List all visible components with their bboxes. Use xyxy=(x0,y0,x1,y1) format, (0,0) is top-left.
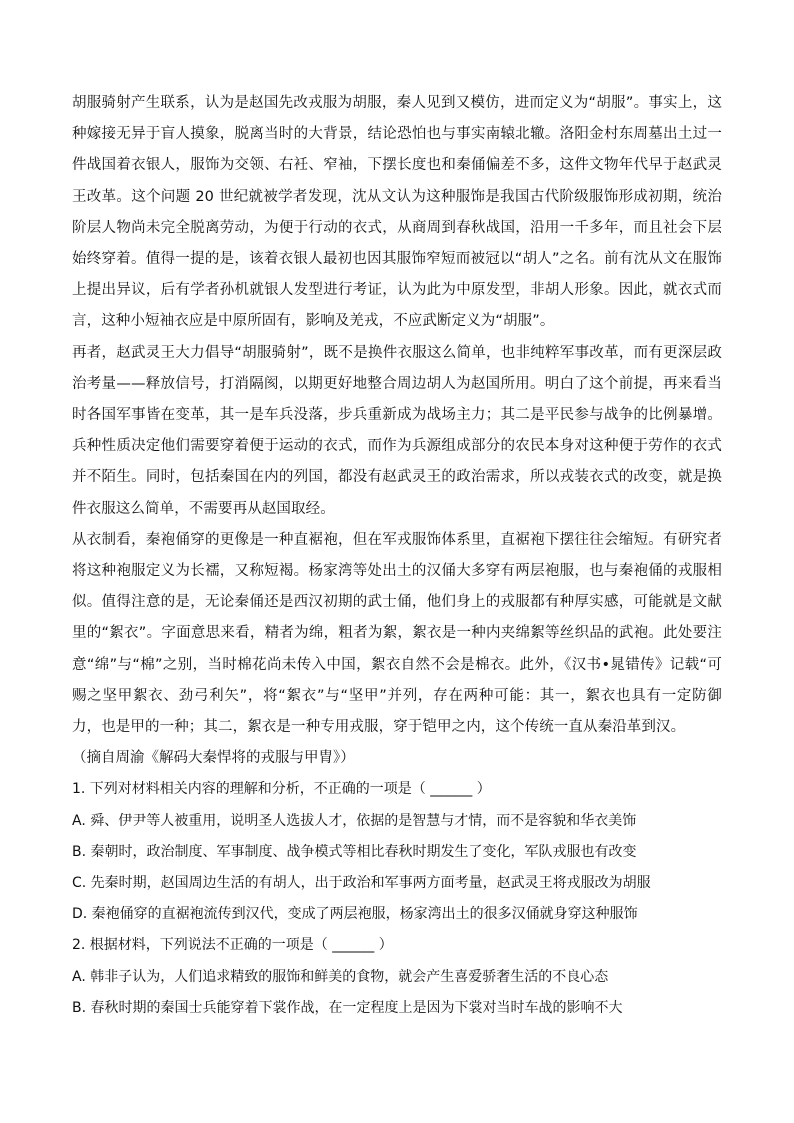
question-1-option-d: D. 秦袍俑穿的直裾袍流传到汉代，变成了两层袍服，杨家湾出土的很多汉俑就身穿这种服饰 xyxy=(72,906,638,923)
question-1-option-b: B. 秦朝时，政治制度、军事制度、战争模式等相比春秋时期发生了变化，军队戎服也有改变 xyxy=(72,843,637,860)
question-1-option-c: C. 先秦时期，赵国周边生活的有胡人，出于政治和军事两方面考量，赵武灵王将戎服改为胡服 xyxy=(72,875,651,892)
source-citation: （摘自周渝《解码大秦悍将的戎服与甲胄》） xyxy=(72,750,355,767)
paragraph-2: 再者，赵武灵王大力倡导“胡服骑射”，既不是换件衣服这么简单，也非纯粹军事改革，而有更深层政治考量——释放信号，打消隔阂，以期更好地整合周边胡人为赵国所用。明白了这个前提，再来看当时各国军事皆在变革，其一是车兵没落，步兵重新成为战场主力；其二是平民参与战争的比例暴增。兵种性质决定他们需要穿着便于运动的衣式，而作为兵源组成部分的农民本身对这种便于劳作的衣式并不陌生。同时，包括秦国在内的列国，都没有赵武灵王的政治需求，所以戎装衣式的改变，就是换件衣服这么简单，不需要再从赵国取经。 xyxy=(72,344,722,517)
question-2 xyxy=(72,930,722,1024)
paragraph-3: 从衣制看，秦袍俑穿的更像是一种直裾袍，但在军戎服饰体系里，直裾袍下摆往往会缩短。有研究者将这种袍服定义为长襦，又称短褐。杨家湾等处出土的汉俑大多穿有两层袍服，也与秦袍俑的戎服相似。值得注意的是，无论秦俑还是西汉初期的武士俑，他们身上的戎服都有种厚实感，可能就是文献里的“絮衣”。字面意思来看，精者为绵，粗者为絮，絮衣是一种内夹绵絮等丝织品的武袍。此处要注意“绵”与“棉”之别，当时棉花尚未传入中国，絮衣自然不会是棉衣。此外，《汉书•晁错传》记载“可赐之坚甲絮衣、劲弓利矢”，将“絮衣”与“坚甲”并列，存在两种可能：其一，絮衣也具有一定防御力，也是甲的一种；其二，絮衣是一种专用戎服，穿于铠甲之内，这个传统一直从秦沿革到汉。 xyxy=(72,531,722,736)
question-1-stem: 1. 下列对材料相关内容的理解和分析，不正确的一项是（ ______ ） xyxy=(72,781,491,798)
question-1 xyxy=(72,774,722,930)
document-body xyxy=(72,88,722,1024)
question-2-option-a: A. 韩非子认为，人们追求精致的服饰和鲜美的食物，就会产生喜爱骄奢生活的不良心态 xyxy=(72,968,609,985)
question-1-option-a: A. 舜、伊尹等人被重用，说明圣人选拔人才，依据的是智慧与才情，而不是容貌和华衣美饰 xyxy=(72,812,637,829)
question-2-option-b: B. 春秋时期的秦国士兵能穿着下裳作战，在一定程度上是因为下裳对当时车战的影响不大 xyxy=(72,999,623,1016)
question-2-stem: 2. 根据材料，下列说法不正确的一项是（ ______ ） xyxy=(72,937,393,954)
paragraph-1: 胡服骑射产生联系，认为是赵国先改戎服为胡服，秦人见到又模仿，进而定义为“胡服”。事实上，这种嫁接无异于盲人摸象，脱离当时的大背景，结论恐怕也与事实南辕北辙。洛阳金村东周墓出土过一件战国着衣银人，服饰为交领、右衽、窄袖，下摆长度也和秦俑偏差不多，这件文物年代早于赵武灵王改革。这个问题 20 世纪就被学者发现，沈从文认为这种服饰是我国古代阶级服饰形成初期，统治阶层人物尚未完全脱离劳动，为便于行动的衣式，从商周到春秋战国，沿用一千多年，而且社会下层始终穿着。值得一提的是，该着衣银人最初也因其服饰窄短而被冠以“胡人”之名。前有沈从文在服饰上提出异议，后有学者孙机就银人发型进行考证，认为此为中原发型，非胡人形象。因此，就衣式而言，这种小短袖衣应是中原所固有，影响及羌戎，不应武断定义为“胡服”。 xyxy=(72,95,722,330)
